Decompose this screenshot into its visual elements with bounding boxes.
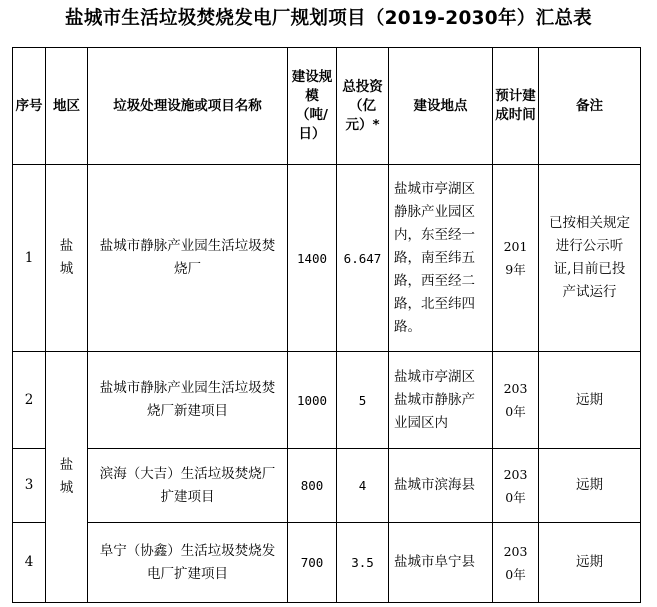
region-label: 盐城 bbox=[59, 457, 74, 496]
cell-seq: 2 bbox=[13, 352, 46, 449]
cell-time bbox=[493, 449, 539, 523]
cell-seq: 1 bbox=[13, 165, 46, 352]
table-row bbox=[13, 523, 641, 603]
region-label: 盐城 bbox=[59, 238, 74, 277]
cell-capacity: 1000 bbox=[288, 352, 337, 449]
cell-remark: 远期 bbox=[539, 523, 641, 603]
cell-investment: 4 bbox=[337, 449, 389, 523]
cell-time bbox=[493, 352, 539, 449]
time-label: 2030年 bbox=[503, 543, 528, 582]
header-region: 地区 bbox=[46, 48, 88, 165]
cell-investment: 6.647 bbox=[337, 165, 389, 352]
header-row bbox=[13, 48, 641, 165]
time-label: 2030年 bbox=[503, 466, 528, 505]
header-remark: 备注 bbox=[539, 48, 641, 165]
cell-capacity: 1400 bbox=[288, 165, 337, 352]
table-row bbox=[13, 165, 641, 352]
cell-remark: 已按相关规定进行公示听证,目前已投产试运行 bbox=[539, 165, 641, 352]
cell-location: 盐城市滨海县 bbox=[389, 449, 493, 523]
cell-time bbox=[493, 165, 539, 352]
cell-region-merged bbox=[46, 352, 88, 603]
cell-investment: 5 bbox=[337, 352, 389, 449]
time-label: 2030年 bbox=[503, 381, 528, 419]
page-title: 盐城市生活垃圾焚烧发电厂规划项目（2019-2030年）汇总表 bbox=[65, 8, 592, 29]
summary-table bbox=[12, 47, 641, 603]
cell-seq: 4 bbox=[13, 523, 46, 603]
cell-location: 盐城市阜宁县 bbox=[389, 523, 493, 603]
cell-name: 阜宁（协鑫）生活垃圾焚烧发电厂扩建项目 bbox=[88, 523, 288, 603]
header-location: 建设地点 bbox=[389, 48, 493, 165]
header-investment: 总投资（亿元）* bbox=[337, 48, 389, 165]
cell-remark: 远期 bbox=[539, 352, 641, 449]
header-name: 垃圾处理设施或项目名称 bbox=[88, 48, 288, 165]
cell-capacity: 700 bbox=[288, 523, 337, 603]
cell-remark: 远期 bbox=[539, 449, 641, 523]
cell-capacity: 800 bbox=[288, 449, 337, 523]
cell-name: 盐城市静脉产业园生活垃圾焚烧厂 bbox=[88, 165, 288, 352]
header-time: 预计建成时间 bbox=[493, 48, 539, 165]
cell-name: 盐城市静脉产业园生活垃圾焚烧厂新建项目 bbox=[88, 352, 288, 449]
table-row bbox=[13, 352, 641, 449]
header-seq: 序号 bbox=[13, 48, 46, 165]
table-row bbox=[13, 449, 641, 523]
cell-time bbox=[493, 523, 539, 603]
cell-name: 滨海（大吉）生活垃圾焚烧厂扩建项目 bbox=[88, 449, 288, 523]
time-label: 2019年 bbox=[503, 239, 528, 277]
cell-seq: 3 bbox=[13, 449, 46, 523]
cell-region bbox=[46, 165, 88, 352]
cell-location: 盐城市亭湖区静脉产业园区内，东至经一路，南至纬五路，西至经二路，北至纬四路。 bbox=[389, 165, 493, 352]
cell-investment: 3.5 bbox=[337, 523, 389, 603]
cell-location: 盐城市亭湖区盐城市静脉产业园区内 bbox=[389, 352, 493, 449]
header-capacity: 建设规模（吨/日） bbox=[288, 48, 337, 165]
